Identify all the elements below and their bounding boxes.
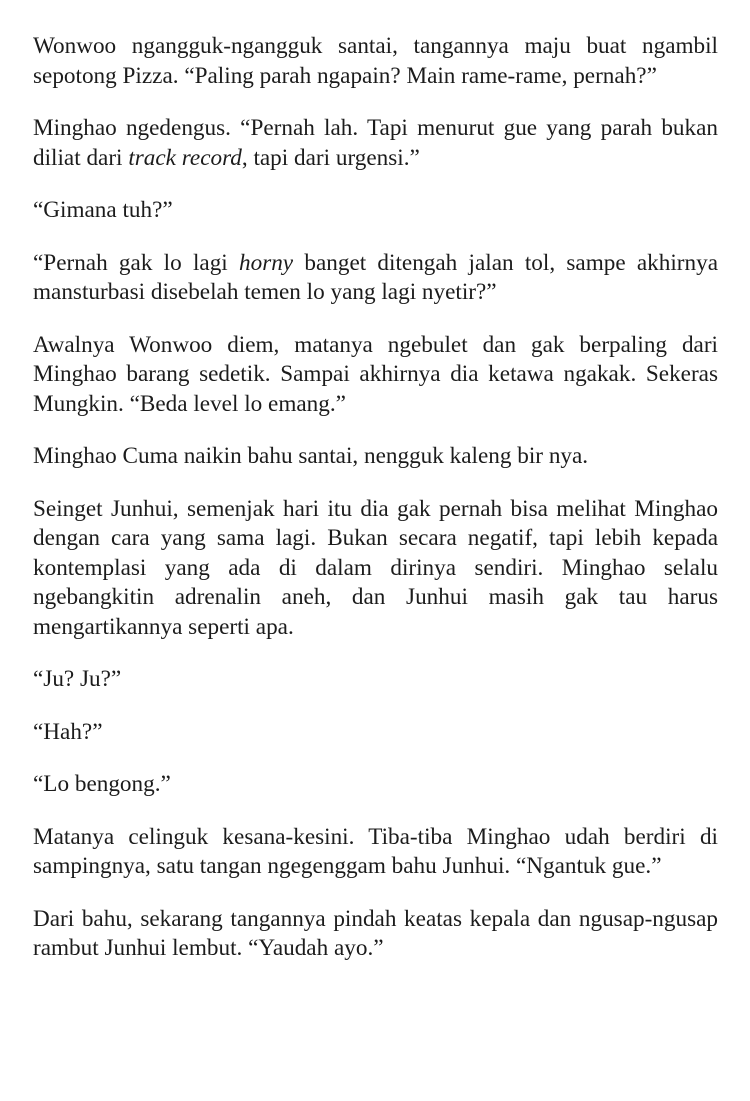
paragraph-9 <box>33 718 718 748</box>
paragraph-6 <box>33 442 718 472</box>
paragraph-text: “Ju? Ju?” <box>33 666 122 692</box>
paragraph-text: Wonwoo ngangguk-ngangguk santai, tangannya maju buat ngambil sepotong Pizza. “Paling parah ngapain? Main rame-rame, pernah?” <box>33 33 718 89</box>
paragraph-text: Matanya celinguk kesana-kesini. Tiba-tiba Minghao udah berdiri di sampingnya, satu tangan ngegenggam bahu Junhui. “Ngantuk gue.” <box>33 823 718 879</box>
paragraph-text: “Pernah gak lo lagi <box>33 249 239 276</box>
paragraph-text: Seinget Junhui, semenjak hari itu dia gak pernah bisa melihat Minghao dengan cara yang sama lagi. Bukan secara negatif, tapi lebih kepada kontemplasi yang ada di dalam dirinya sendiri. Minghao selalu ngebangkitin adrenalin aneh, dan Junhui masih gak tau harus mengartikannya seperti apa. <box>33 495 718 640</box>
paragraph-10 <box>33 770 718 800</box>
paragraph-text: , tapi dari urgensi.” <box>241 144 420 171</box>
paragraph-text: “Hah?” <box>33 718 103 745</box>
paragraph-8 <box>33 665 718 695</box>
paragraph-1 <box>33 32 718 91</box>
paragraph-3 <box>33 196 718 226</box>
paragraph-text: Minghao Cuma naikin bahu santai, nengguk kaleng bir nya. <box>33 443 589 469</box>
paragraph-text: Dari bahu, sekarang tangannya pindah keatas kepala dan ngusap-ngusap rambut Junhui lembut. “Yaudah ayo.” <box>33 905 718 961</box>
paragraph-11 <box>33 823 718 882</box>
paragraph-5 <box>33 331 718 420</box>
paragraph-4 <box>33 249 718 308</box>
italic-text: track record <box>128 144 242 171</box>
paragraph-7 <box>33 495 718 643</box>
paragraph-text: banget ditengah jalan tol, sampe akhirnya mansturbasi disebelah temen lo yang lagi nyetir?” <box>33 249 718 305</box>
paragraph-text: “Lo bengong.” <box>33 771 171 797</box>
paragraph-text: “Gimana tuh?” <box>33 197 173 223</box>
paragraph-text: Awalnya Wonwoo diem, matanya ngebulet dan gak berpaling dari Minghao barang sedetik. Sampai akhirnya dia ketawa ngakak. Sekeras Mungkin. “Beda level lo emang.” <box>33 331 718 417</box>
paragraph-12 <box>33 905 718 964</box>
paragraph-2 <box>33 114 718 173</box>
italic-text: horny <box>239 249 294 276</box>
paragraph-text: Minghao ngedengus. “Pernah lah. Tapi menurut gue yang parah bukan diliat dari <box>33 115 718 171</box>
